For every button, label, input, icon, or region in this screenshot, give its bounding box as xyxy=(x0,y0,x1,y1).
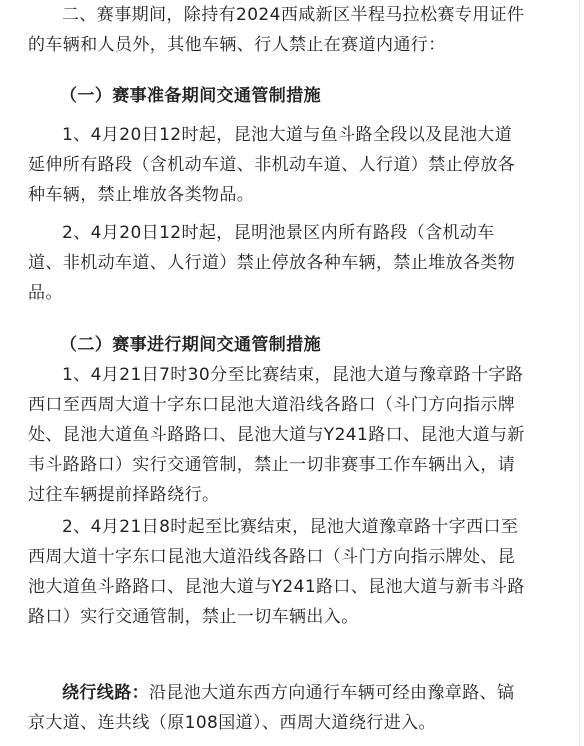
section2-item2-line-2: 西周大道十字东口昆池大道沿线各路口（斗门方向指示牌处、昆 xyxy=(28,547,516,567)
section1-item2-line-3: 品。 xyxy=(28,283,63,303)
section2-item2-line-1: 2、4月21日8时起至比赛结束，昆池大道豫章路十字西口至 xyxy=(62,517,519,537)
detour-line-2: 京大道、连共线（原108国道）、西周大道绕行进入。 xyxy=(28,713,436,733)
section2-item1-line-4: 韦斗路路口）实行交通管制，禁止一切非赛事工作车辆出入，请 xyxy=(28,455,516,475)
section1-item1-line-2: 延伸所有路段（含机动车道、非机动车道、人行道）禁止停放各 xyxy=(28,155,516,175)
detour-label: 绕行线路： xyxy=(62,683,149,703)
section2-item2-line-4: 路口）实行交通管制，禁止一切车辆出入。 xyxy=(28,607,359,627)
section1-item2-line-1: 2、4月20日12时起，昆明池景区内所有路段（含机动车 xyxy=(62,223,495,243)
detour-line-1 xyxy=(62,682,514,704)
intro-line-2: 的车辆和人员外，其他车辆、行人禁止在赛道内通行： xyxy=(28,35,446,55)
section2-item1-line-2: 西口至西周大道十字东口昆池大道沿线各路口（斗门方向指示牌 xyxy=(28,395,516,415)
section1-item1-line-1: 1、4月20日12时起，昆池大道与鱼斗路全段以及昆池大道 xyxy=(62,125,513,145)
section2-item1-line-1: 1、4月21日7时30分至比赛结束，昆池大道与豫章路十字路 xyxy=(62,365,524,385)
section1-item2-line-2: 道、非机动车道、人行道）禁止停放各种车辆，禁止堆放各类物 xyxy=(28,253,516,273)
section2-item1-line-3: 处、昆池大道鱼斗路路口、昆池大道与Y241路口、昆池大道与新 xyxy=(28,425,525,445)
detour-text-1: 沿昆池大道东西方向通行车辆可经由豫章路、镐 xyxy=(149,683,515,703)
section2-heading: （二）赛事进行期间交通管制措施 xyxy=(60,335,321,355)
intro-line-1: 二、赛事期间，除持有2024西咸新区半程马拉松赛专用证件 xyxy=(62,5,525,25)
section1-item1-line-3: 种车辆，禁止堆放各类物品。 xyxy=(28,185,255,205)
section1-heading: （一）赛事准备期间交通管制措施 xyxy=(60,86,321,106)
section2-item1-line-5: 过往车辆提前择路绕行。 xyxy=(28,485,220,505)
page-edge-divider xyxy=(579,0,580,746)
section2-item2-line-3: 池大道鱼斗路路口、昆池大道与Y241路口、昆池大道与新韦斗路 xyxy=(28,577,525,597)
